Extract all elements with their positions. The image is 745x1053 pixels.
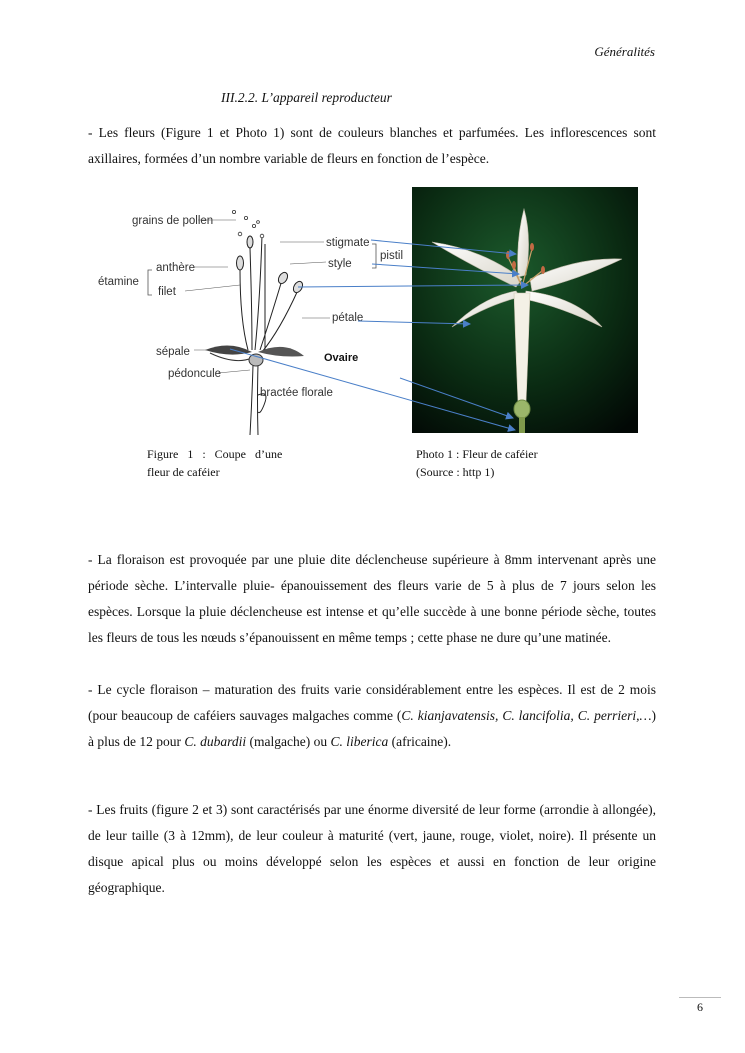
paragraph-flowering: - La floraison est provoquée par une pluie dite déclencheuse supérieure à 8mm intervenant après une période sèche. L’intervalle pluie- épanouissement des fleurs varie de 5 à plus de 7 jours selon les espèces. Lorsque la pluie déclencheuse est intense et qu’elle succède à une bonne période sèche, toutes les fleurs de tous les nœuds s’épanouissent en même temps ; cette phase ne dure qu’une matinée.: [88, 552, 656, 645]
label-bractee: bractée florale: [260, 387, 333, 399]
paragraph-cycle: [88, 677, 656, 755]
label-etamine: étamine: [98, 276, 139, 288]
cycle-species-2: C. dubardii: [184, 734, 247, 749]
figure-caption: [147, 445, 297, 481]
paragraph-flowers: - Les fleurs (Figure 1 et Photo 1) sont de couleurs blanches et parfumées. Les inflorescences sont axillaires, formées d’un nombre variable de fleurs en fonction de l’espèce.: [88, 125, 656, 166]
label-filet: filet: [158, 286, 176, 298]
photo-caption: [416, 445, 616, 481]
running-header: Généralités: [594, 44, 655, 59]
label-stigmate: stigmate: [326, 237, 370, 249]
page-number: 6: [697, 1000, 703, 1014]
figure-caption-line2: fleur de caféier: [147, 465, 220, 479]
photo-caption-line1: Photo 1 : Fleur de caféier: [416, 447, 538, 461]
cycle-species-3: C. liberica: [330, 734, 389, 749]
label-sepale: sépale: [156, 346, 190, 358]
figure-caption-line1: Figure 1 : Coupe d’une: [147, 447, 283, 461]
photo-caption-line2: (Source : http 1): [416, 465, 495, 479]
cycle-text-3: (malgache) ou: [246, 734, 331, 749]
footer-divider: [679, 997, 721, 998]
cycle-species-1: C. kianjavatensis, C. lancifolia, C. perrieri,…: [401, 708, 652, 723]
label-ovaire: Ovaire: [324, 352, 359, 364]
label-pedoncule: pédoncule: [168, 368, 222, 380]
paragraph-fruits: - Les fruits (figure 2 et 3) sont caractérisés par une énorme diversité de leur forme (arrondie à allongée), de leur taille (3 à 12mm), de leur couleur à maturité (vert, jaune, rouge, violet, noire). Il présente un disque apical plus ou moins développé selon les espèces et aussi en fonction de leur origine géographique.: [88, 802, 656, 895]
section-title: III.2.2. L’appareil reproducteur: [221, 90, 392, 105]
label-pollen: grains de pollen: [132, 215, 214, 227]
cycle-text-1: - Le cycle floraison – maturation des fruits varie considérablement entre les espèces. Il est de 2 mois (pour beaucoup de caféiers sauvages malgaches comme (: [88, 682, 656, 723]
cycle-text-2: ) à plus de 12 pour: [88, 708, 657, 749]
cycle-text-4: (africaine).: [388, 734, 452, 749]
label-style: style: [328, 258, 352, 270]
label-pistil: pistil: [380, 250, 404, 262]
label-petale: pétale: [332, 312, 364, 324]
label-anthere: anthère: [156, 262, 196, 274]
